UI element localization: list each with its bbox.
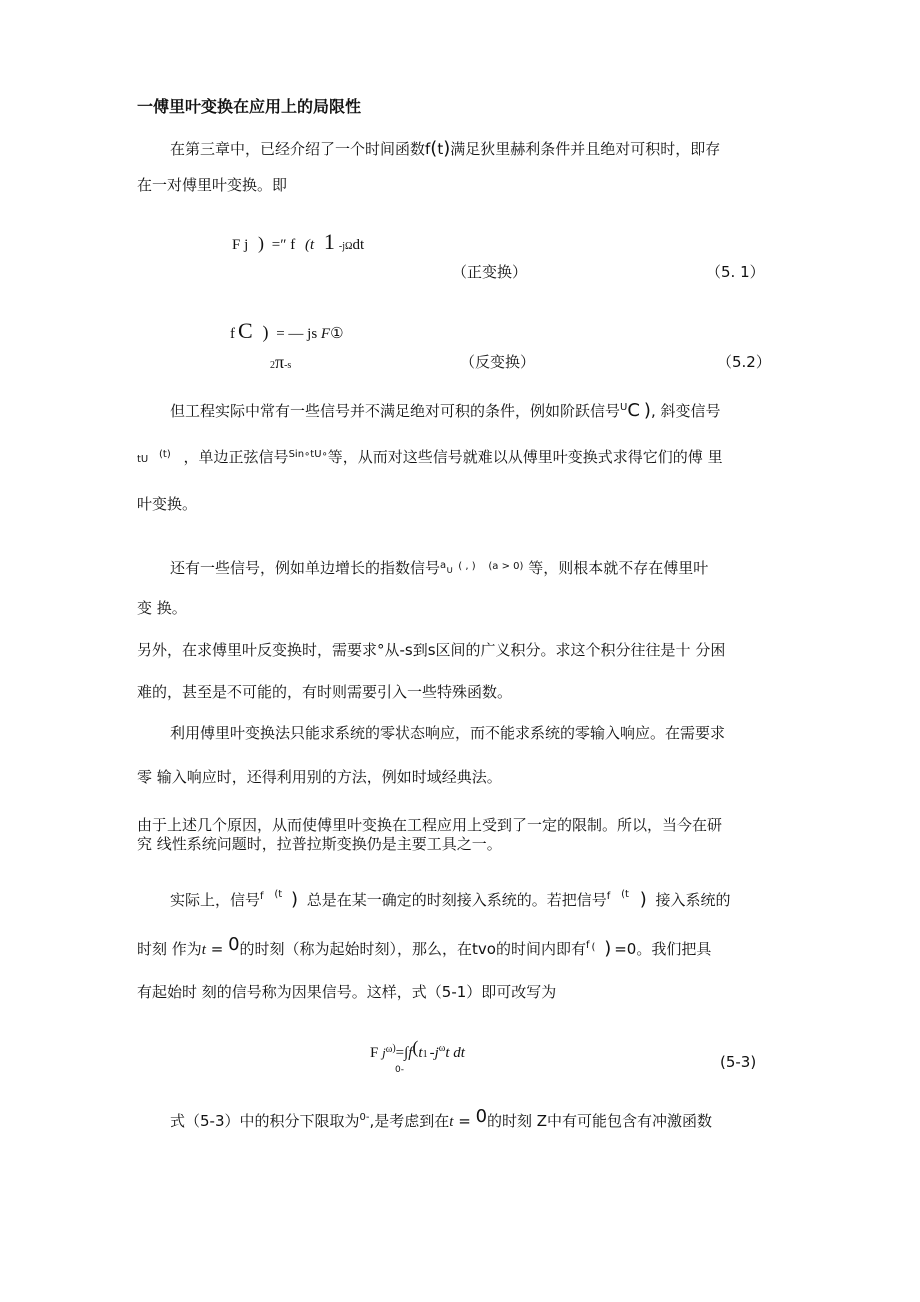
eq3-w: ω bbox=[385, 1044, 393, 1055]
eq1-exp: -jΩ bbox=[338, 241, 353, 252]
eq2-rhs: = — js bbox=[276, 326, 318, 342]
p8-t: t bbox=[449, 1114, 454, 1130]
eq2-circ: ① bbox=[330, 326, 344, 342]
paragraph-1-line-1 bbox=[170, 139, 720, 159]
eq3-f: f bbox=[408, 1045, 413, 1061]
eq1-number: （5. 1） bbox=[706, 263, 765, 281]
p7-r1: ) bbox=[290, 889, 298, 910]
eq1-dt: dt bbox=[352, 237, 365, 253]
eq3-rp: ) bbox=[392, 1043, 396, 1054]
p2-u-sup: U bbox=[620, 402, 628, 413]
p3-paren: ( , ) bbox=[458, 561, 476, 572]
p1-t: t bbox=[437, 140, 444, 158]
p7-t2: (t bbox=[621, 889, 629, 900]
p1-text-b: 满足狄里赫利条件并且绝对可积时，即存 bbox=[450, 140, 721, 158]
eq3-lhs: F bbox=[370, 1045, 379, 1061]
paragraph-1-line-2: 在一对傅里叶变换。即 bbox=[137, 176, 288, 194]
p1-paren-open: ( bbox=[430, 138, 438, 159]
eq3-number: (5-3) bbox=[720, 1053, 757, 1071]
p2-text-d: 等，从而对这些信号就难以从傅里叶变换式求得它们的傅 里 bbox=[327, 448, 723, 466]
p3-text-b: 等，则根本就不存在傅里叶 bbox=[528, 559, 709, 577]
p7-l2b: 的时刻（称为起始时刻），那么，在tvo的时间内即有 bbox=[239, 940, 586, 958]
eq2-f: f bbox=[230, 326, 235, 342]
paragraph-6-line-1: 由于上述几个原因，从而使傅里叶变换在工程应用上受到了一定的限制。所以，当今在研 bbox=[137, 816, 723, 834]
p7-zero: 0 bbox=[228, 934, 240, 955]
p3-exp-sub: ∪ bbox=[446, 565, 454, 576]
p2-text-c2: ，单边正弦信号 bbox=[183, 448, 289, 466]
equation-5-2 bbox=[230, 318, 344, 344]
eq3-eq: = bbox=[395, 1045, 405, 1061]
eq2-pi: π bbox=[275, 352, 285, 372]
p7-f2: f bbox=[606, 891, 611, 902]
eq3-exp: -j bbox=[429, 1045, 439, 1061]
paragraph-7-line-1 bbox=[170, 885, 731, 910]
paragraph-8-line-1 bbox=[170, 1107, 712, 1132]
p7-r2: ) bbox=[639, 889, 647, 910]
eq3-t2: t bbox=[445, 1045, 450, 1061]
paragraph-3-line-1 bbox=[170, 556, 708, 581]
paragraph-7-line-2 bbox=[137, 935, 711, 960]
p8-text-a: 式（5-3）中的积分下限取为 bbox=[170, 1112, 360, 1130]
paragraph-5-line-2: 零 输入响应时，还得利用别的方法，例如时域经典法。 bbox=[137, 768, 502, 786]
p2-c: C bbox=[627, 400, 640, 421]
eq3-dt: dt bbox=[453, 1045, 465, 1061]
eq2-denominator bbox=[270, 352, 291, 376]
eq2-rparen: ) bbox=[262, 322, 269, 342]
eq2-c: C bbox=[238, 318, 253, 343]
p7-t1: (t bbox=[274, 889, 283, 900]
eq1-arg: (t bbox=[304, 237, 315, 253]
eq2-F: F bbox=[320, 326, 331, 342]
p2-t-paren: (t) bbox=[159, 449, 171, 460]
eq3-t: t bbox=[418, 1045, 423, 1061]
p3-text-a: 还有一些信号，例如单边增长的指数信号 bbox=[170, 559, 441, 577]
paragraph-2-line-3: 叶变换。 bbox=[137, 495, 198, 513]
p3-cond: (a > 0) bbox=[488, 561, 524, 572]
p8-sym: 0- bbox=[359, 1112, 370, 1123]
eq1-lhs: F j bbox=[232, 237, 249, 253]
section-title: 一傅里叶变换在应用上的局限性 bbox=[137, 97, 362, 116]
eq2-label: （反变换） bbox=[460, 353, 536, 371]
eq1-rparen: ) bbox=[258, 233, 265, 253]
paragraph-2-line-2 bbox=[137, 445, 723, 470]
paragraph-3-line-2: 变 换。 bbox=[137, 599, 187, 617]
eq1-one: 1 bbox=[323, 229, 335, 254]
eq2-sub: -s bbox=[284, 360, 292, 371]
p7-lp3: ( bbox=[591, 942, 596, 953]
p8-eq: = bbox=[453, 1112, 476, 1130]
p7-eq0: = bbox=[205, 940, 229, 958]
p2-tu: tU bbox=[137, 454, 149, 465]
p7-l2a: 时刻 作为 bbox=[137, 940, 202, 958]
p1-text-a: 在第三章中，已经介绍了一个时间函数 bbox=[170, 140, 426, 158]
eq1-label: （正变换） bbox=[452, 263, 528, 281]
eq3-int: ∫ bbox=[404, 1045, 409, 1061]
p7-text-c: 接入系统的 bbox=[655, 891, 731, 909]
p7-text-b: 总是在某一确定的时刻接入系统的。若把信号 bbox=[306, 891, 607, 909]
p7-f1: f bbox=[260, 891, 264, 902]
p1-fn: f bbox=[425, 140, 431, 158]
p2-text-a: 但工程实际中常有一些信号并不满足绝对可积的条件，例如阶跃信号 bbox=[170, 402, 621, 420]
eq3-one: 1 bbox=[422, 1049, 428, 1060]
p7-l2c: =0。我们把具 bbox=[614, 940, 712, 958]
p1-paren-close: ) bbox=[443, 138, 451, 159]
p8-zero: 0 bbox=[475, 1106, 488, 1127]
paragraph-2-line-1 bbox=[170, 398, 721, 421]
paragraph-6-line-2: 究 线性系统问题时，拉普拉斯变换仍是主要工具之一。 bbox=[137, 835, 502, 853]
equation-5-3 bbox=[370, 1037, 465, 1065]
p7-f3: f bbox=[585, 940, 590, 951]
eq3-exp2: ω bbox=[438, 1043, 446, 1054]
p8-text-c: 的时刻 Z中有可能包含有冲激函数 bbox=[487, 1112, 713, 1130]
paragraph-5-line-1: 利用傅里叶变换法只能求系统的零状态响应，而不能求系统的零输入响应。在需要求 bbox=[170, 724, 726, 742]
paragraph-4-line-1: 另外，在求傅里叶反变换时，需要求°从-s到s区间的广义积分。求这个积分往往是十 分困 bbox=[137, 641, 726, 659]
eq1-eqsign: =″ f bbox=[271, 237, 296, 253]
p2-text-b: , 斜变信号 bbox=[650, 402, 721, 420]
p2-rparen: ) bbox=[643, 400, 651, 421]
eq3-lower: 0- bbox=[395, 1065, 404, 1075]
eq2-sup2: 2 bbox=[270, 360, 275, 371]
p8-text-b: ,是考虑到在 bbox=[369, 1112, 450, 1130]
eq2-number: （5.2） bbox=[717, 353, 771, 371]
eq3-j: j bbox=[382, 1045, 386, 1060]
paragraph-4-line-2: 难的，甚至是不可能的，有时则需要引入一些特殊函数。 bbox=[137, 683, 513, 701]
p3-exp-a: a bbox=[440, 560, 447, 571]
equation-5-1 bbox=[232, 229, 365, 257]
eq3-paren: ( bbox=[412, 1037, 419, 1057]
p7-text-a: 实际上，信号 bbox=[170, 891, 261, 909]
p2-sin: Sin∘tU∘ bbox=[288, 449, 328, 460]
p7-t-it: t bbox=[201, 942, 206, 958]
paragraph-7-line-3: 有起始时 刻的信号称为因果信号。这样，式（5-1）即可改写为 bbox=[137, 983, 557, 1001]
p7-r3: ) bbox=[604, 938, 612, 959]
